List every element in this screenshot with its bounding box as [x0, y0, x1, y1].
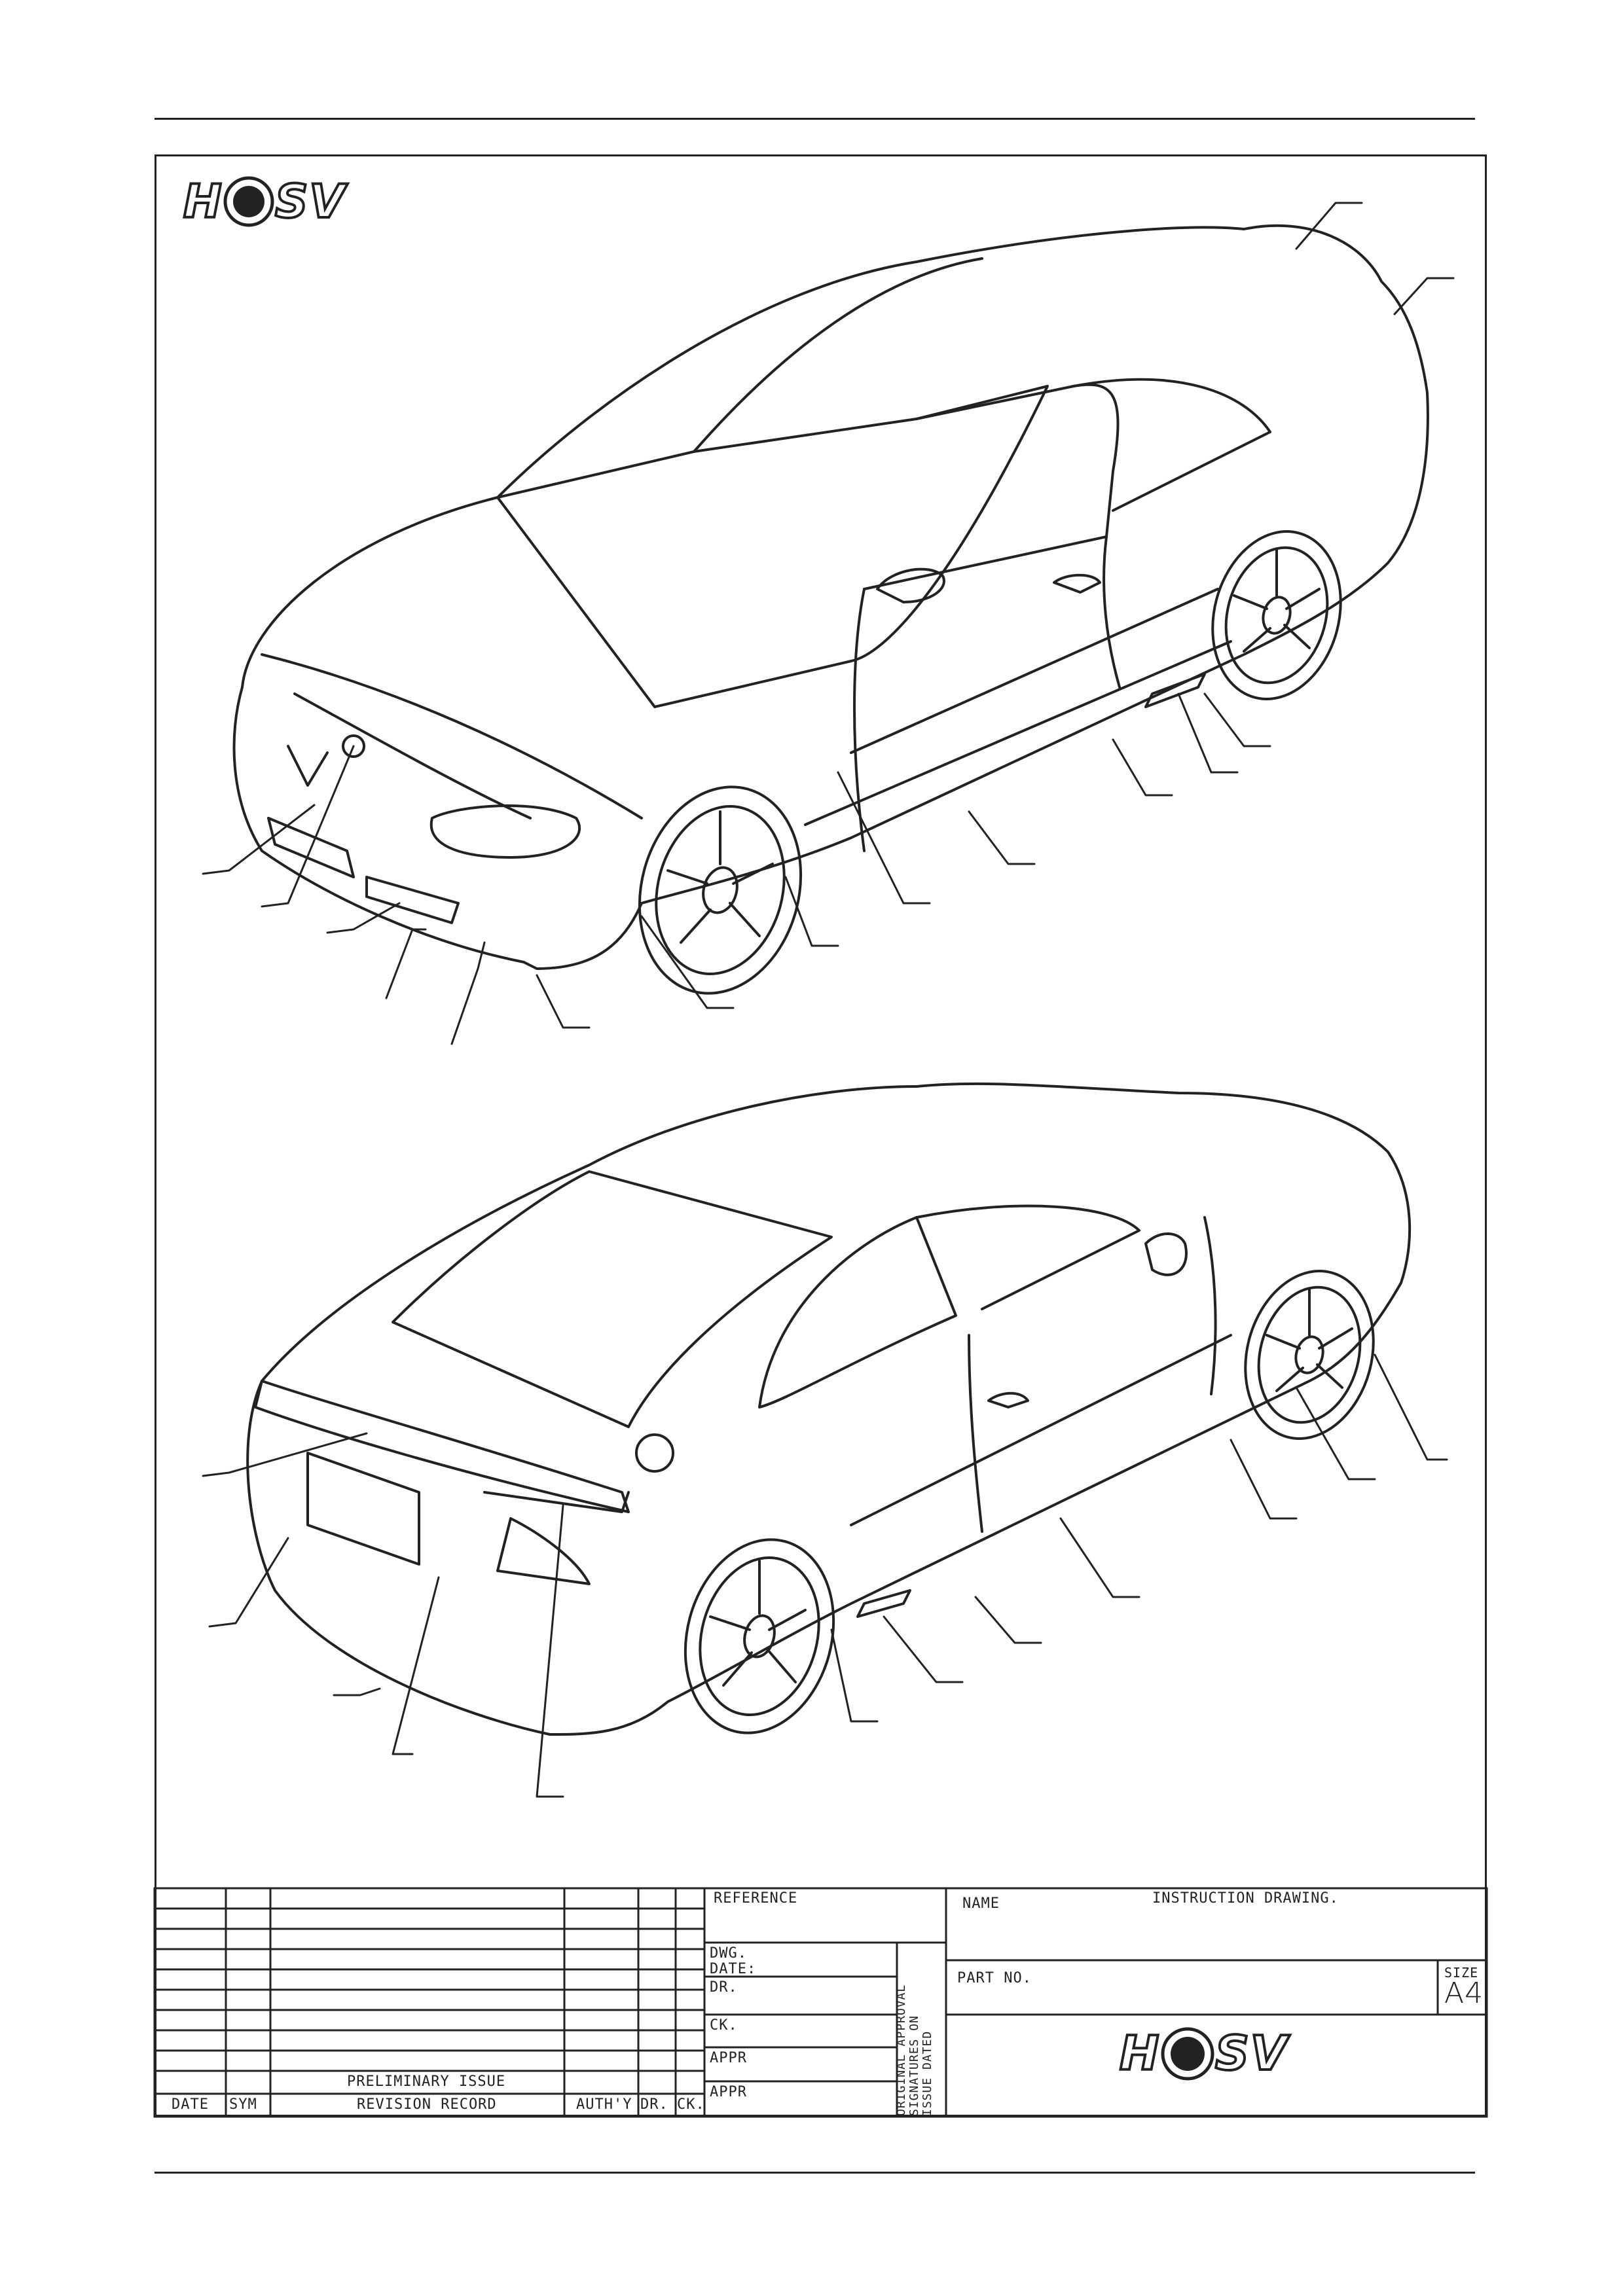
original-approval-line-3: ISSUE DATED [921, 2030, 934, 2116]
original-approval-text [895, 1985, 938, 2116]
col-date: DATE [172, 2096, 209, 2113]
col-dr: DR. [640, 2096, 668, 2113]
preliminary-issue: PRELIMINARY ISSUE [347, 2073, 506, 2090]
col-revision-record: REVISION RECORD [357, 2096, 497, 2113]
col-ck: CK. [677, 2096, 705, 2113]
appr-label-2: APPR [710, 2084, 747, 2100]
size-label: SIZE [1444, 1965, 1479, 1981]
original-approval-line-2: SIGNATURES ON [907, 2015, 921, 2116]
bottom-rule [155, 2172, 1475, 2174]
col-sym: SYM [229, 2096, 257, 2113]
reference-label: REFERENCE [714, 1890, 798, 1907]
svg-text:H: H [183, 175, 223, 228]
svg-text:SV: SV [275, 175, 346, 228]
original-approval-line-1: ORIGINAL APPROVAL [894, 1984, 908, 2116]
name-label: NAME [962, 1895, 1000, 1912]
col-authy: AUTH'Y [576, 2096, 632, 2113]
size-value: A4 [1444, 1977, 1484, 2010]
drawing-frame [155, 154, 1487, 2117]
date-label: DATE: [710, 1961, 757, 1977]
dr-label: DR. [710, 1979, 738, 1996]
dwg-label: DWG. [710, 1945, 747, 1962]
svg-text:H: H [1120, 2026, 1161, 2081]
appr-label-1: APPR [710, 2050, 747, 2066]
part-no-label: PART NO. [957, 1970, 1032, 1986]
top-rule [155, 118, 1475, 120]
svg-text:SV: SV [1215, 2026, 1288, 2081]
ck-label: CK. [710, 2017, 738, 2034]
name-value: INSTRUCTION DRAWING. [1152, 1890, 1339, 1907]
